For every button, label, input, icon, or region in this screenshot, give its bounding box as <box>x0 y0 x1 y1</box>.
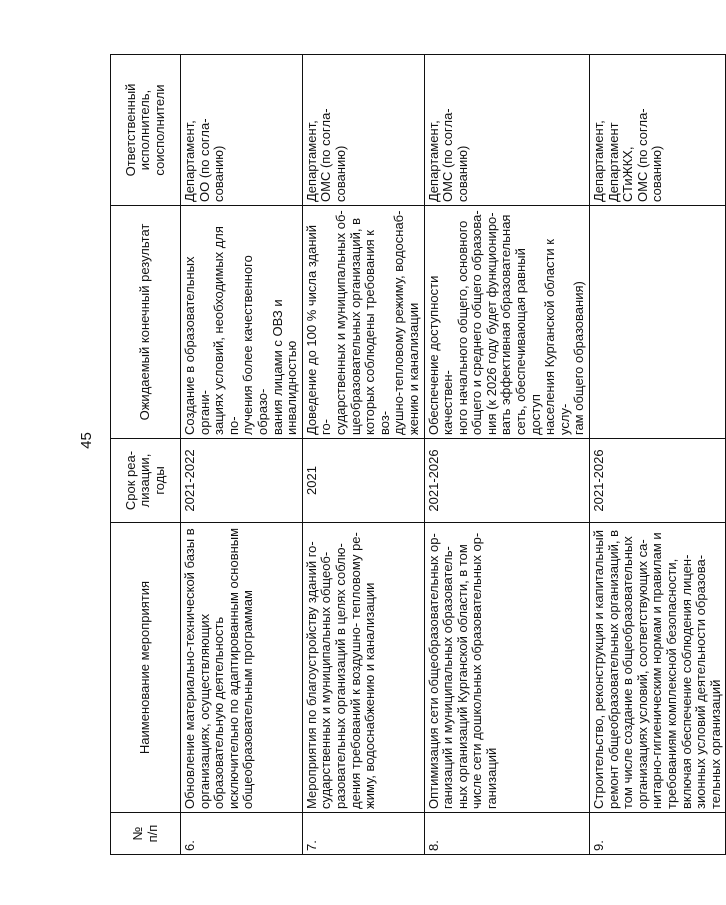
header-number: № п/п <box>111 813 181 855</box>
row-result: Доведение до 100 % числа зданий го- сударственных и муниципальных об- щеобразовательных организаций, в которых соблюдены требования к воз- душно-тепловому режиму, водоснаб- жению и канализации <box>302 206 424 439</box>
row-number: 9. <box>590 813 726 855</box>
row-name: Строительство, реконструкция и капитальный ремонт общеобразовательных организаций, в том числе создание в общеобразовательных организациях условий, соответствующих са- нитарно-гигиеническим нормам и правилам и требованиям комплексной безопасности, включая обеспечение соблюдения лицен- зионных условий деятельности образова- тельных организаций <box>590 523 726 813</box>
row-term: 2021-2022 <box>181 439 303 523</box>
row-result <box>590 206 726 439</box>
page-number: 45 <box>77 432 95 449</box>
table-header-row <box>111 55 181 855</box>
row-term: 2021-2026 <box>424 439 590 523</box>
row-number: 7. <box>302 813 424 855</box>
row-result: Обеспечение доступности качествен- ного начального общего, основного общего и среднего общего образова- ния (к 2026 году будет функциониро- вать эффективная образовательная сеть, обеспечивающая равный доступ населения Курганской области к услу- гам общего образования) <box>424 206 590 439</box>
row-responsible: Департамент, ОМС (по согла- сованию) <box>302 55 424 206</box>
row-result: Создание в образовательных органи- зациях условий, необходимых для по- лучения более качественного образо- вания лицами с ОВЗ и инвалидностью <box>181 206 303 439</box>
rotated-page-content <box>110 55 723 855</box>
header-result: Ожидаемый конечный результат <box>111 206 181 439</box>
row-name: Оптимизация сети общеобразовательных ор- ганизаций и муниципальных образователь- ных организаций Курганской области, в том числе сети дошкольных образовательных ор- ганизаций <box>424 523 590 813</box>
table-row <box>590 55 726 855</box>
header-responsible: Ответственный исполнитель, соисполнители <box>111 55 181 206</box>
row-number: 8. <box>424 813 590 855</box>
row-name: Мероприятия по благоустройству зданий го- сударственных и муниципальных общеоб- разовательных организаций в целях соблю- дения требований к воздушно- тепловому ре- жиму, водоснабжению и канализации <box>302 523 424 813</box>
row-name: Обновление материально-технической базы в организациях, осуществляющих образовательную деятельность исключительно по адаптированным основным общеобразовательным программам <box>181 523 303 813</box>
row-term: 2021-2026 <box>590 439 726 523</box>
activities-table <box>110 54 726 855</box>
row-responsible: Департамент, Департамент СТиЖКХ, ОМС (по согла- сованию) <box>590 55 726 206</box>
header-term: Срок реа- лизации, годы <box>111 439 181 523</box>
row-number: 6. <box>181 813 303 855</box>
table-row <box>181 55 303 855</box>
table-row <box>302 55 424 855</box>
header-name: Наименование мероприятия <box>111 523 181 813</box>
row-term: 2021 <box>302 439 424 523</box>
row-responsible: Департамент, ОО (по согла- сованию) <box>181 55 303 206</box>
row-responsible: Департамент, ОМС (по согла- сованию) <box>424 55 590 206</box>
table-row <box>424 55 590 855</box>
